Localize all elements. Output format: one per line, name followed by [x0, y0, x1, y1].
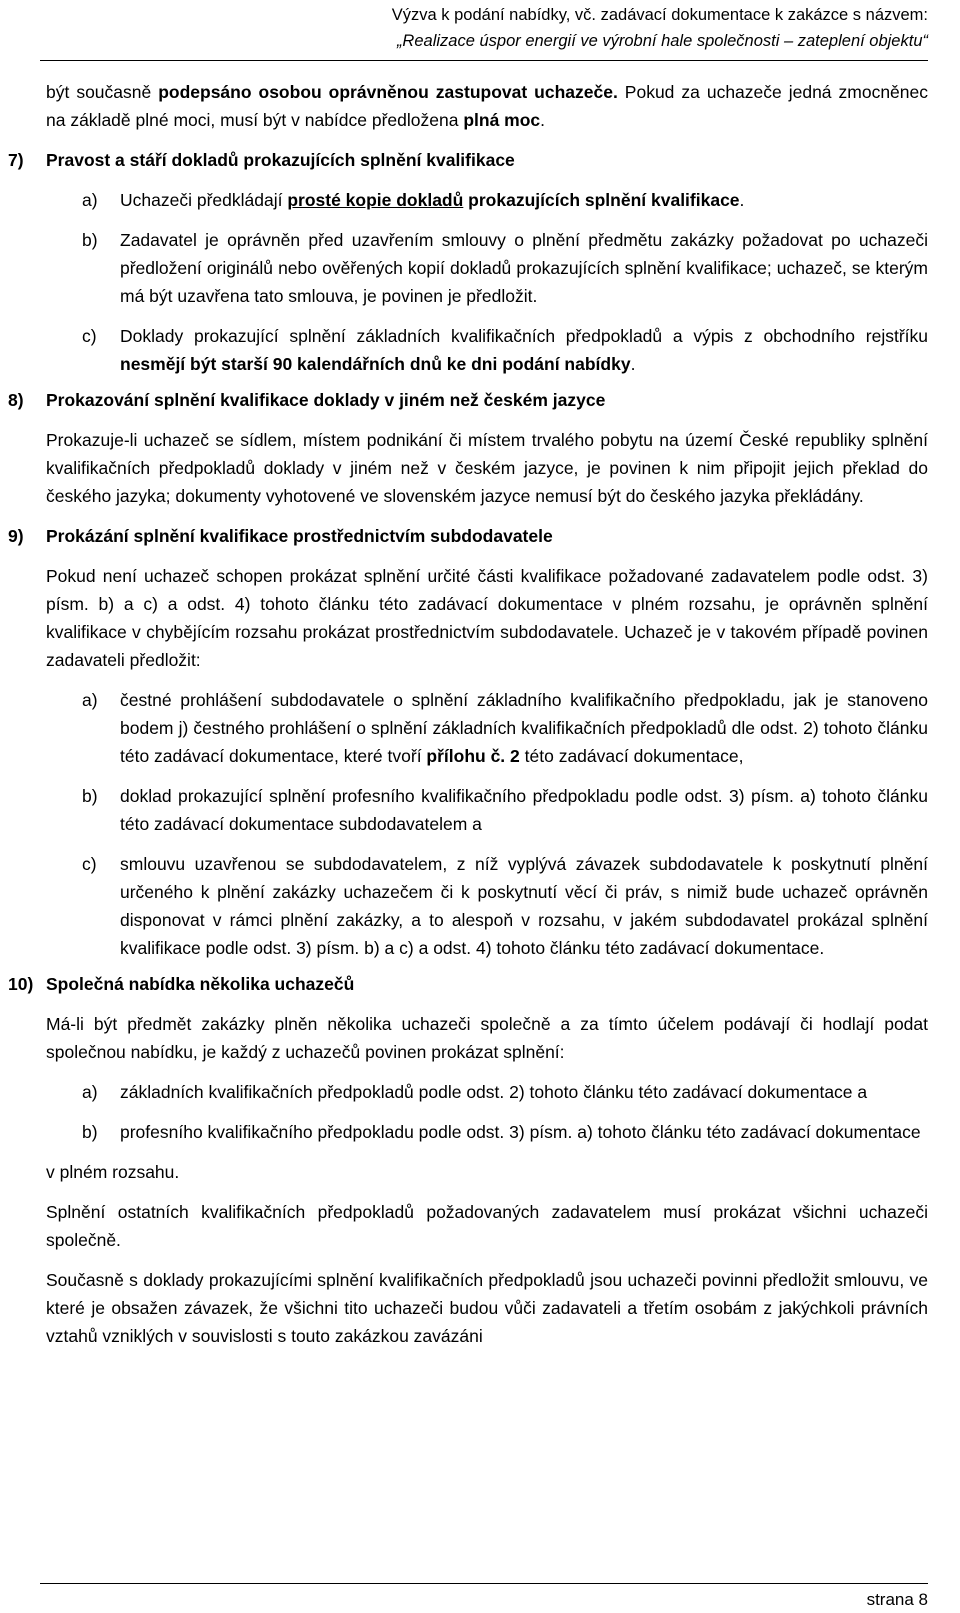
s7c-text-1: Doklady prokazující splnění základních kvalifikačních předpokladů a výpis z obchodního rejstříku [120, 326, 928, 346]
header-line-2: „Realizace úspor energií ve výrobní hale společnosti – zateplení objektu“ [396, 32, 928, 50]
document-body [0, 78, 960, 1350]
footer-divider [40, 1583, 928, 1584]
section-9-heading [0, 522, 960, 550]
section-8-paragraph: Prokazuje-li uchazeč se sídlem, místem podnikání či místem trvalého pobytu na území České republiky splnění kvalifikačních předpokladů doklady v jiném než v českém jazyce, je povinen k nim připojit jejich překlad do českého jazyka; dokumenty vyhotovené ve slovenském jazyce nemusí být do českého jazyka překládány. [46, 430, 928, 506]
section-8-number: 8) [8, 390, 24, 410]
s10b-text: profesního kvalifikačního předpokladu podle odst. 3) písm. a) tohoto článku této zadávací dokumentace [120, 1122, 921, 1142]
section-9-paragraph: Pokud není uchazeč schopen prokázat splnění určité části kvalifikace požadované zadavatelem podle odst. 3) písm. b) a c) a odst. 4) tohoto článku této zadávací dokumentace v plném rozsahu, je oprávněn splnění kvalifikace v chybějícím rozsahu prokázat prostřednictvím subdodavatele. Uchazeč je v takovém případě povinen zadavateli předložit: [46, 566, 928, 670]
section-7-item-c [0, 322, 960, 378]
item-label: a) [82, 1082, 98, 1102]
s9b-text: doklad prokazující splnění profesního kvalifikačního předpokladu podle odst. 3) písm. a) tohoto článku této zadávací dokumentace subdodavatelem a [120, 786, 928, 834]
page-header [392, 2, 928, 54]
section-9-number: 9) [8, 526, 24, 546]
s7a-text-2: . [739, 190, 745, 210]
section-9-item-c [0, 850, 960, 962]
section-7-item-b [0, 226, 960, 310]
s9a-bold: přílohu č. 2 [426, 746, 520, 766]
section-10-title: Společná nabídka několika uchazečů [46, 974, 355, 994]
section-8-title: Prokazování splnění kvalifikace doklady v jiném než českém jazyce [46, 390, 606, 410]
intro-paragraph [0, 78, 960, 134]
intro-text-1: být současně [46, 82, 159, 102]
s7a-text-1: Uchazeči předkládají [120, 190, 288, 210]
item-label: c) [82, 326, 97, 346]
section-7-heading [0, 146, 960, 174]
s7b-text: Zadavatel je oprávněn před uzavřením smlouvy o plnění předmětu zakázky požadovat po uchazeči předložení originálů nebo ověřených kopií dokladů prokazujících splnění kvalifikace; uchazeč, se kterým má být uzavřena tato smlouva, je povinen je předložit. [120, 230, 928, 306]
section-10-paragraph-3: Současně s doklady prokazujícími splnění kvalifikačních předpokladů jsou uchazeči povinni předložit smlouvu, ve které je obsažen závazek, že všichni tito uchazeči budou vůči zadavateli a třetím osobám z jakýchkoli právních vztahů vzniklých v souvislosti s touto zakázkou zavázáni [46, 1270, 928, 1346]
intro-bold-2: plná moc [463, 110, 541, 130]
section-8-heading [0, 386, 960, 414]
section-7-number: 7) [8, 150, 24, 170]
section-10-paragraph: Má-li být předmět zakázky plněn několika uchazeči společně a za tímto účelem podávají či hodlají podat společnou nabídku, je každý z uchazečů povinen prokázat splnění: [46, 1014, 928, 1062]
intro-text-2: Pokud za uchazeče jedná zmocněnec na základě plné moci, musí být v nabídce předložena [46, 82, 928, 130]
s7c-bold: nesmějí být starší 90 kalendářních dnů ke dni podání nabídky [120, 354, 631, 374]
item-label: b) [82, 230, 98, 250]
s9a-text-2: této zadávací dokumentace, [519, 746, 744, 766]
section-9-item-a [0, 686, 960, 770]
s7c-text-2: . [630, 354, 636, 374]
header-line-1: Výzva k podání nabídky, vč. zadávací dokumentace k zakázce s názvem: [391, 6, 928, 24]
s9c-text: smlouvu uzavřenou se subdodavatelem, z níž vyplývá závazek subdodavatele k poskytnutí plnění určeného k plnění zakázky uchazečem či k poskytnutí věcí či práv, s nimiž bude uchazeč oprávněn disponovat v rámci plnění zakázky, a to alespoň v rozsahu, v jakém subdodavatel prokázal splnění kvalifikace podle odst. 3) písm. b) a c) a odst. 4) tohoto článku této zadávací dokumentace. [120, 854, 928, 958]
header-divider [40, 60, 928, 61]
section-10-item-b [0, 1118, 960, 1146]
s7a-bold: prokazujících splnění kvalifikace [463, 190, 740, 210]
item-label: b) [82, 1122, 98, 1142]
s9a-text-1: čestné prohlášení subdodavatele o splnění základního kvalifikačního předpokladu, jak je stanoveno bodem j) čestného prohlášení o splnění základních kvalifikačních předpokladů dle odst. 2) tohoto článku této zadávací dokumentace, které tvoří [120, 690, 928, 766]
section-10-heading [0, 970, 960, 998]
section-9-item-b [0, 782, 960, 838]
item-label: c) [82, 854, 97, 874]
section-10-after-list: v plném rozsahu. [46, 1162, 180, 1182]
s10a-text: základních kvalifikačních předpokladů podle odst. 2) tohoto článku této zadávací dokumentace a [120, 1082, 868, 1102]
intro-text-3: . [540, 110, 546, 130]
intro-bold-1: podepsáno osobou oprávněnou zastupovat uchazeče. [158, 82, 618, 102]
section-7-item-a [0, 186, 960, 214]
section-10-paragraph-2: Splnění ostatních kvalifikačních předpokladů požadovaných zadavatelem musí prokázat všichni uchazeči společně. [46, 1202, 928, 1250]
s7a-underlined: prosté kopie dokladů [287, 190, 464, 210]
item-label: a) [82, 190, 98, 210]
section-10-item-a [0, 1078, 960, 1106]
item-label: a) [82, 690, 98, 710]
page-number: strana 8 [866, 1590, 928, 1609]
item-label: b) [82, 786, 98, 806]
section-7-title: Pravost a stáří dokladů prokazujících splnění kvalifikace [46, 150, 515, 170]
section-10-number: 10) [8, 974, 34, 994]
section-9-title: Prokázání splnění kvalifikace prostřednictvím subdodavatele [46, 526, 553, 546]
